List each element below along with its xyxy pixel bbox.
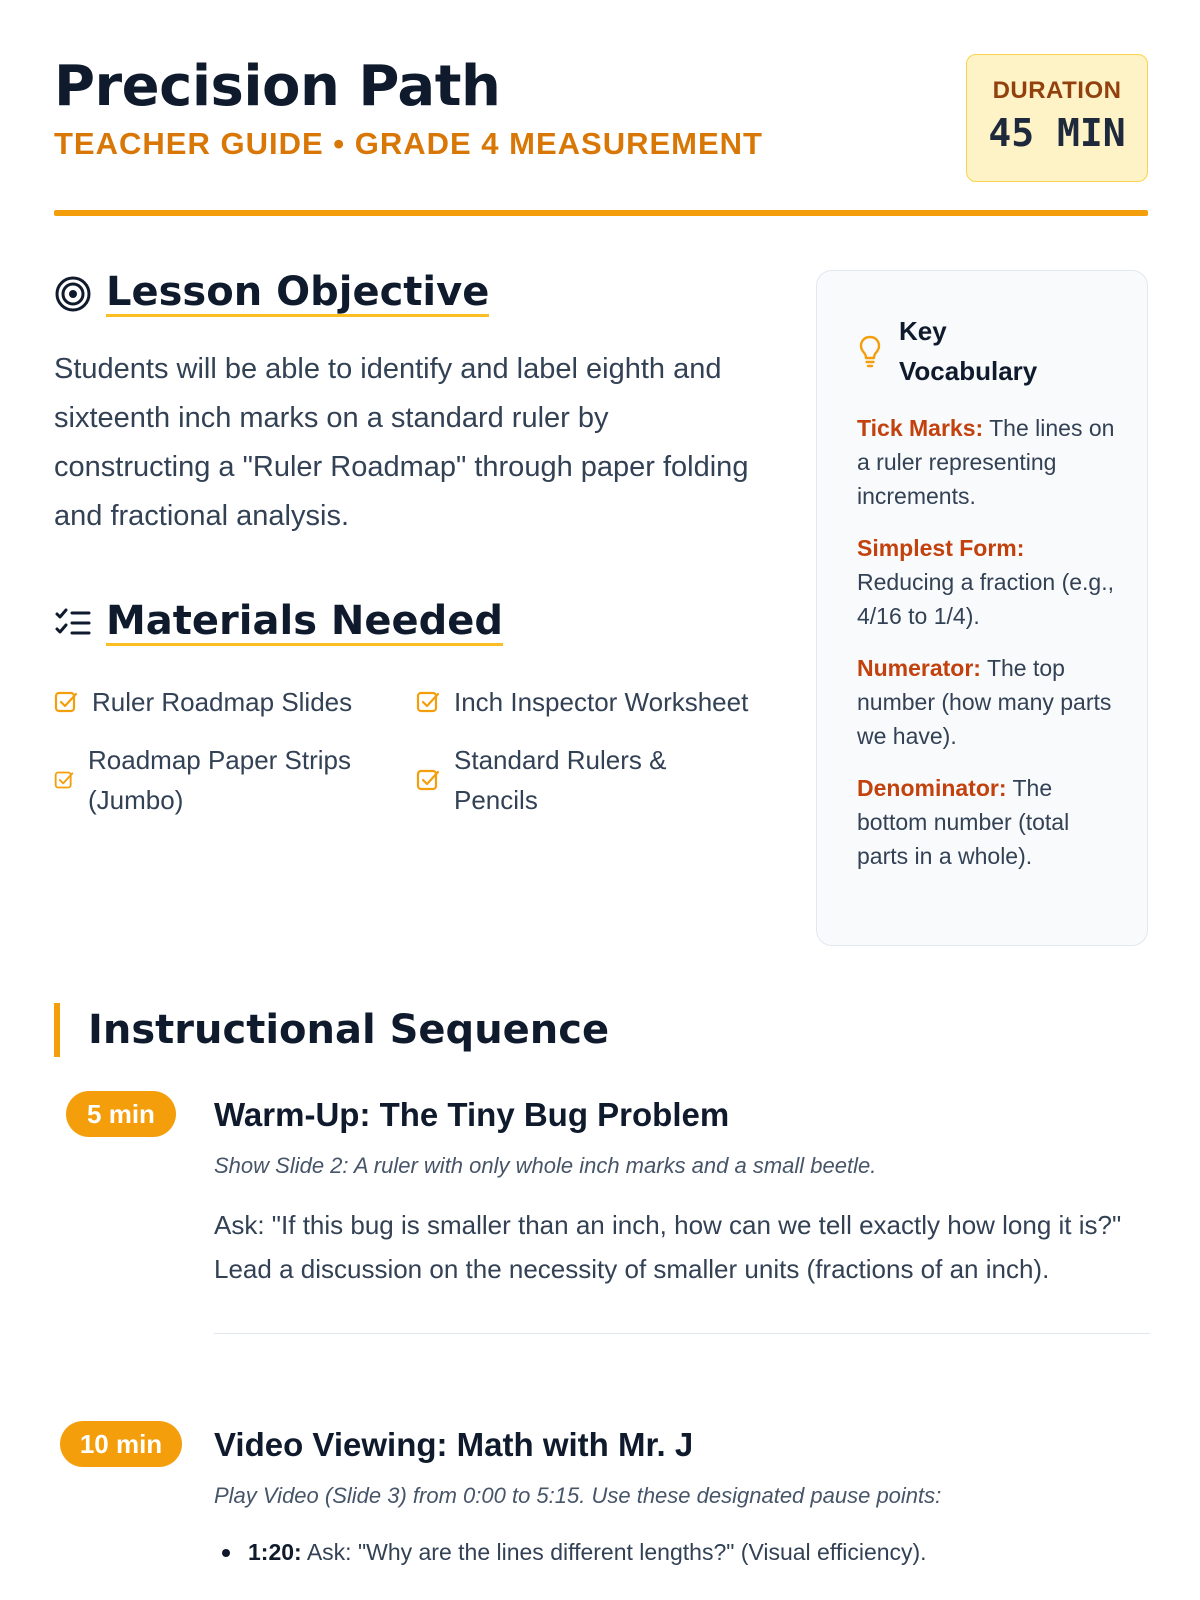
vocabulary-term: Denominator:	[857, 775, 1007, 801]
vocabulary-heading	[857, 311, 1117, 391]
objective-text: Students will be able to identify and label eighth and sixteenth inch marks on a standard ruler by constructing a "Ruler Roadmap" through paper folding and fractional analysis.	[54, 353, 749, 532]
step-body	[214, 1091, 1150, 1334]
vocabulary-definition: The bottom number (total parts in a whole).	[857, 775, 1070, 869]
page-title: Precision Path	[54, 54, 501, 119]
sequence-title: Instructional Sequence	[88, 1007, 610, 1053]
material-item	[416, 740, 756, 820]
material-label: Roadmap Paper Strips (Jumbo)	[88, 745, 352, 815]
duration-label: DURATION	[992, 77, 1122, 104]
vocabulary-item	[857, 651, 1117, 753]
vocabulary-list	[857, 411, 1117, 873]
header-divider	[54, 210, 1148, 216]
material-item	[416, 682, 756, 722]
vocabulary-item	[857, 771, 1117, 873]
material-item	[54, 740, 416, 820]
checkbox-icon	[416, 768, 440, 792]
step-note: Play Video (Slide 3) from 0:00 to 5:15. Use these designated pause points:	[214, 1483, 942, 1508]
step-title: Video Viewing: Math with Mr. J	[214, 1426, 694, 1463]
vocabulary-item	[857, 531, 1117, 633]
materials-heading	[54, 599, 754, 646]
page-header	[54, 54, 1148, 214]
objective-title: Lesson Objective	[106, 269, 490, 315]
step-text: Ask: "If this bug is smaller than an inch, how can we tell exactly how long it is?" Lead a discussion on the necessity of smaller units (fractions of an inch).	[214, 1210, 1122, 1284]
vocabulary-term: Tick Marks:	[857, 415, 984, 441]
target-icon	[54, 275, 92, 313]
objective-heading	[54, 270, 754, 317]
pause-point	[214, 1533, 1150, 1571]
step-title: Warm-Up: The Tiny Bug Problem	[214, 1096, 730, 1133]
checkbox-icon	[416, 690, 440, 714]
time-badge: 10 min	[60, 1421, 182, 1467]
pause-point-list	[214, 1533, 1150, 1571]
vocabulary-term: Numerator:	[857, 655, 981, 681]
vocabulary-definition: Reducing a fraction (e.g., 4/16 to 1/4).	[857, 569, 1114, 629]
material-label: Standard Rulers & Pencils	[454, 745, 667, 815]
checkbox-icon	[54, 770, 74, 790]
overview-main	[54, 270, 754, 820]
materials-title: Materials Needed	[106, 598, 504, 644]
material-label: Inch Inspector Worksheet	[454, 687, 749, 717]
vocabulary-card	[816, 270, 1148, 946]
vocabulary-item	[857, 411, 1117, 513]
page-subtitle: TEACHER GUIDE • GRADE 4 MEASUREMENT	[54, 126, 763, 161]
pause-time: 1:20:	[248, 1539, 302, 1565]
duration-value: 45 MIN	[988, 111, 1126, 155]
materials-list	[54, 682, 754, 820]
vocabulary-title: Key Vocabulary	[899, 316, 1038, 386]
sequence-heading	[54, 1003, 609, 1057]
lightbulb-icon	[857, 334, 883, 368]
time-badge: 5 min	[66, 1091, 176, 1137]
pause-text: Ask: "Why are the lines different lengths?" (Visual efficiency).	[306, 1539, 927, 1565]
vocabulary-definition: The lines on a ruler representing increments.	[857, 415, 1115, 509]
checklist-icon	[54, 607, 92, 639]
vocabulary-term: Simplest Form:	[857, 535, 1025, 561]
material-label: Ruler Roadmap Slides	[92, 687, 353, 717]
checkbox-icon	[54, 690, 78, 714]
duration-badge	[966, 54, 1148, 182]
step-body	[214, 1421, 1150, 1571]
material-item	[54, 682, 416, 722]
step-note: Show Slide 2: A ruler with only whole inch marks and a small beetle.	[214, 1153, 877, 1178]
overview-section	[54, 270, 1148, 1020]
vocabulary-definition: The top number (how many parts we have).	[857, 655, 1112, 749]
step-divider	[214, 1333, 1150, 1334]
